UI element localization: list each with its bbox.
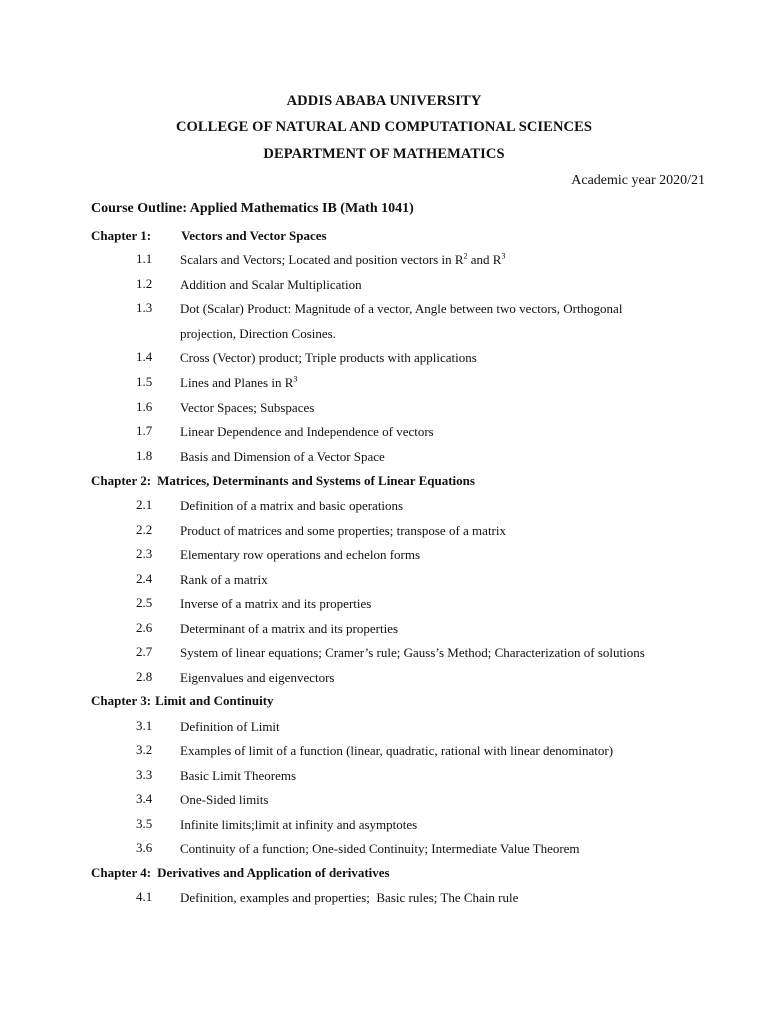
item-text: Examples of limit of a function (linear, quadratic, rational with linear denominator): [180, 743, 614, 758]
chapter-title: Derivatives and Application of derivatives: [157, 865, 390, 880]
item-number: 2.2: [136, 522, 153, 537]
item-number: 2.5: [136, 595, 153, 610]
course-title: Course Outline: Applied Mathematics IB (Math 1041): [91, 201, 414, 216]
chapter-heading: [91, 865, 390, 881]
item-number: 1.1: [136, 251, 153, 266]
item-number: 1.4: [136, 349, 153, 364]
chapter-label: Chapter 2:: [91, 473, 152, 488]
item-text: Eigenvalues and eigenvectors: [180, 670, 335, 685]
item-number: 1.5: [136, 374, 153, 389]
item-number: 3.3: [136, 767, 153, 782]
chapter-title: Matrices, Determinants and Systems of Linear Equations: [157, 473, 475, 488]
university-name: ADDIS ABABA UNIVERSITY: [286, 93, 482, 109]
item-number: 2.1: [136, 497, 153, 512]
item-text-continuation: projection, Direction Cosines.: [180, 326, 336, 341]
college-name: COLLEGE OF NATURAL AND COMPUTATIONAL SCIENCES: [175, 119, 593, 135]
item-number: 4.1: [136, 889, 153, 904]
item-number: 2.7: [136, 644, 153, 659]
item-text: Basis and Dimension of a Vector Space: [180, 449, 385, 464]
item-text: Vector Spaces; Subspaces: [180, 400, 315, 415]
item-number: 2.6: [136, 620, 153, 635]
chapter-label: Chapter 4:: [91, 865, 152, 880]
item-text: One-Sided limits: [180, 792, 269, 807]
item-number: 3.5: [136, 816, 153, 831]
item-text: Elementary row operations and echelon forms: [180, 547, 421, 562]
academic-year: Academic year 2020/21: [571, 173, 705, 188]
item-text: Rank of a matrix: [180, 572, 268, 587]
item-text: Basic Limit Theorems: [180, 768, 297, 783]
chapter-heading: [91, 228, 327, 244]
item-number: 3.2: [136, 742, 153, 757]
item-number: 1.7: [136, 423, 153, 438]
chapter-title: Limit and Continuity: [155, 693, 274, 708]
item-text: System of linear equations; Cramer’s rule; Gauss’s Method; Characterization of solutions: [180, 645, 645, 660]
item-text: Dot (Scalar) Product: Magnitude of a vector, Angle between two vectors, Orthogonal: [180, 301, 623, 316]
item-number: 2.8: [136, 669, 153, 684]
item-text: Inverse of a matrix and its properties: [180, 596, 372, 611]
chapter-heading: [91, 693, 274, 709]
item-text: Lines and Planes in $R^3$: [180, 374, 298, 390]
item-text: Definition, examples and properties; Basic rules; The Chain rule: [180, 890, 519, 905]
item-text: Linear Dependence and Independence of vectors: [180, 424, 434, 439]
item-number: 3.6: [136, 840, 153, 855]
item-text: Continuity of a function; One-sided Continuity; Intermediate Value Theorem: [180, 841, 580, 856]
item-number: 1.2: [136, 276, 153, 291]
item-number: 1.6: [136, 399, 153, 414]
chapter-label: Chapter 1:: [91, 228, 152, 243]
item-text: Infinite limits;limit at infinity and asymptotes: [180, 817, 418, 832]
chapter-heading: [91, 473, 475, 489]
item-number: 2.3: [136, 546, 153, 561]
item-number: 1.3: [136, 300, 153, 315]
item-text: Product of matrices and some properties; transpose of a matrix: [180, 523, 506, 538]
department-name: DEPARTMENT OF MATHEMATICS: [263, 146, 505, 162]
item-text: Definition of a matrix and basic operations: [180, 498, 404, 513]
chapter-label: Chapter 3:: [91, 693, 152, 708]
item-text: Determinant of a matrix and its properties: [180, 621, 399, 636]
item-text: Scalars and Vectors; Located and position vectors in $R^2$ and $R^3$: [180, 251, 506, 267]
item-number: 3.1: [136, 718, 153, 733]
item-text: Definition of Limit: [180, 719, 280, 734]
item-number: 3.4: [136, 791, 153, 806]
item-text: Cross (Vector) product; Triple products with applications: [180, 350, 477, 365]
item-text: Addition and Scalar Multiplication: [180, 277, 362, 292]
item-number: 2.4: [136, 571, 153, 586]
chapter-title: Vectors and Vector Spaces: [181, 228, 327, 243]
item-number: 1.8: [136, 448, 153, 463]
